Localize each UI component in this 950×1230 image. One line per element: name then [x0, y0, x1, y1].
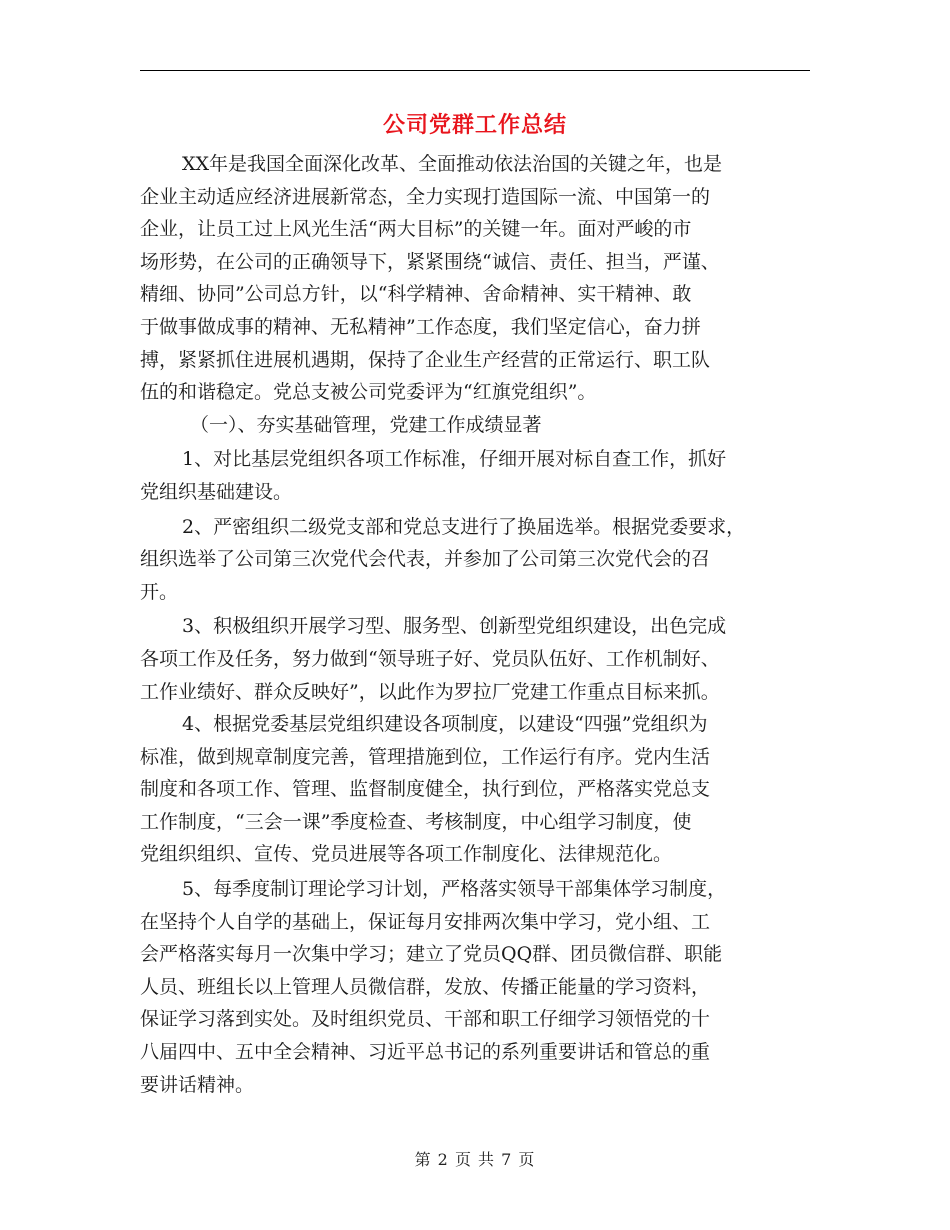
body-line: 会严格落实每月一次集中学习；建立了党员QQ群、团员微信群、职能: [140, 943, 723, 966]
body-line: 伍的和谐稳定。党总支被公司党委评为“红旗党组织”。: [140, 381, 597, 404]
header-rule: [140, 70, 810, 71]
body-line: 党组织基础建设。: [140, 480, 293, 503]
body-line: 在坚持个人自学的基础上，保证每月安排两次集中学习，党小组、工: [140, 910, 711, 933]
document-title: 公司党群工作总结: [382, 112, 567, 138]
body-line: 2、严密组织二级党支部和党总支进行了换届选举。根据党委要求，: [182, 515, 746, 538]
body-line: 保证学习落到实处。及时组织党员、干部和职工仔细学习领悟党的十: [140, 1008, 711, 1031]
document-body: [140, 148, 815, 1101]
body-line: 于做事做成事的精神、无私精神”工作态度，我们坚定信心，奋力拼: [140, 315, 701, 338]
body-line: 标准，做到规章制度完善，管理措施到位，工作运行有序。党内生活: [140, 745, 711, 768]
body-line: 工作业绩好、群众反映好”，以此作为罗拉厂党建工作重点目标来抓。: [140, 680, 720, 703]
body-line: 3、积极组织开展学习型、服务型、创新型党组织建设，出色完成: [182, 615, 727, 638]
body-line: 八届四中、五中全会精神、习近平总书记的系列重要讲话和管总的重: [140, 1041, 711, 1064]
body-line: 工作制度，“三会一课”季度检查、考核制度，中心组学习制度，使: [140, 810, 692, 833]
body-line: 党组织组织、宣传、党员进展等各项工作制度化、法律规范化。: [140, 843, 673, 866]
body-line: 企业，让员工过上风光生活“两大目标”的关键一年。面对严峻的市: [140, 218, 692, 241]
body-line: 5、每季度制订理论学习计划，严格落实领导干部集体学习制度，: [182, 878, 727, 901]
body-line: 各项工作及任务，努力做到“领导班子好、党员队伍好、工作机制好、: [140, 647, 720, 670]
body-line: 场形势，在公司的正确领导下，紧紧围绕“诚信、责任、担当，严谨、: [140, 250, 720, 273]
body-line: 人员、班组长以上管理人员微信群，发放、传播正能量的学习资料，: [140, 975, 711, 998]
body-line: 精细、协同”公司总方针，以“科学精神、舍命精神、实干精神、敢: [140, 283, 692, 306]
page-number: 第 2 页 共 7 页: [414, 1150, 536, 1169]
body-line: 4、根据党委基层党组织建设各项制度，以建设“四强”党组织为: [182, 713, 708, 736]
body-line: XX年是我国全面深化改革、全面推动依法治国的关键之年，也是: [182, 153, 723, 175]
body-line: 开。: [140, 580, 179, 603]
body-line: 搏，紧紧抓住进展机遇期，保持了企业生产经营的正常运行、职工队: [140, 348, 711, 371]
body-line: 要讲话精神。: [140, 1073, 255, 1096]
section-heading: （一）、夯实基础管理，党建工作成绩显著: [190, 413, 542, 436]
body-line: 制度和各项工作、管理、监督制度健全，执行到位，严格落实党总支: [140, 778, 711, 801]
body-line: 组织选举了公司第三次党代会代表，并参加了公司第三次党代会的召: [140, 548, 711, 571]
body-line: 企业主动适应经济进展新常态，全力实现打造国际一流、中国第一的: [140, 185, 711, 208]
body-line: 1、对比基层党组织各项工作标准，仔细开展对标自查工作，抓好: [182, 448, 727, 471]
